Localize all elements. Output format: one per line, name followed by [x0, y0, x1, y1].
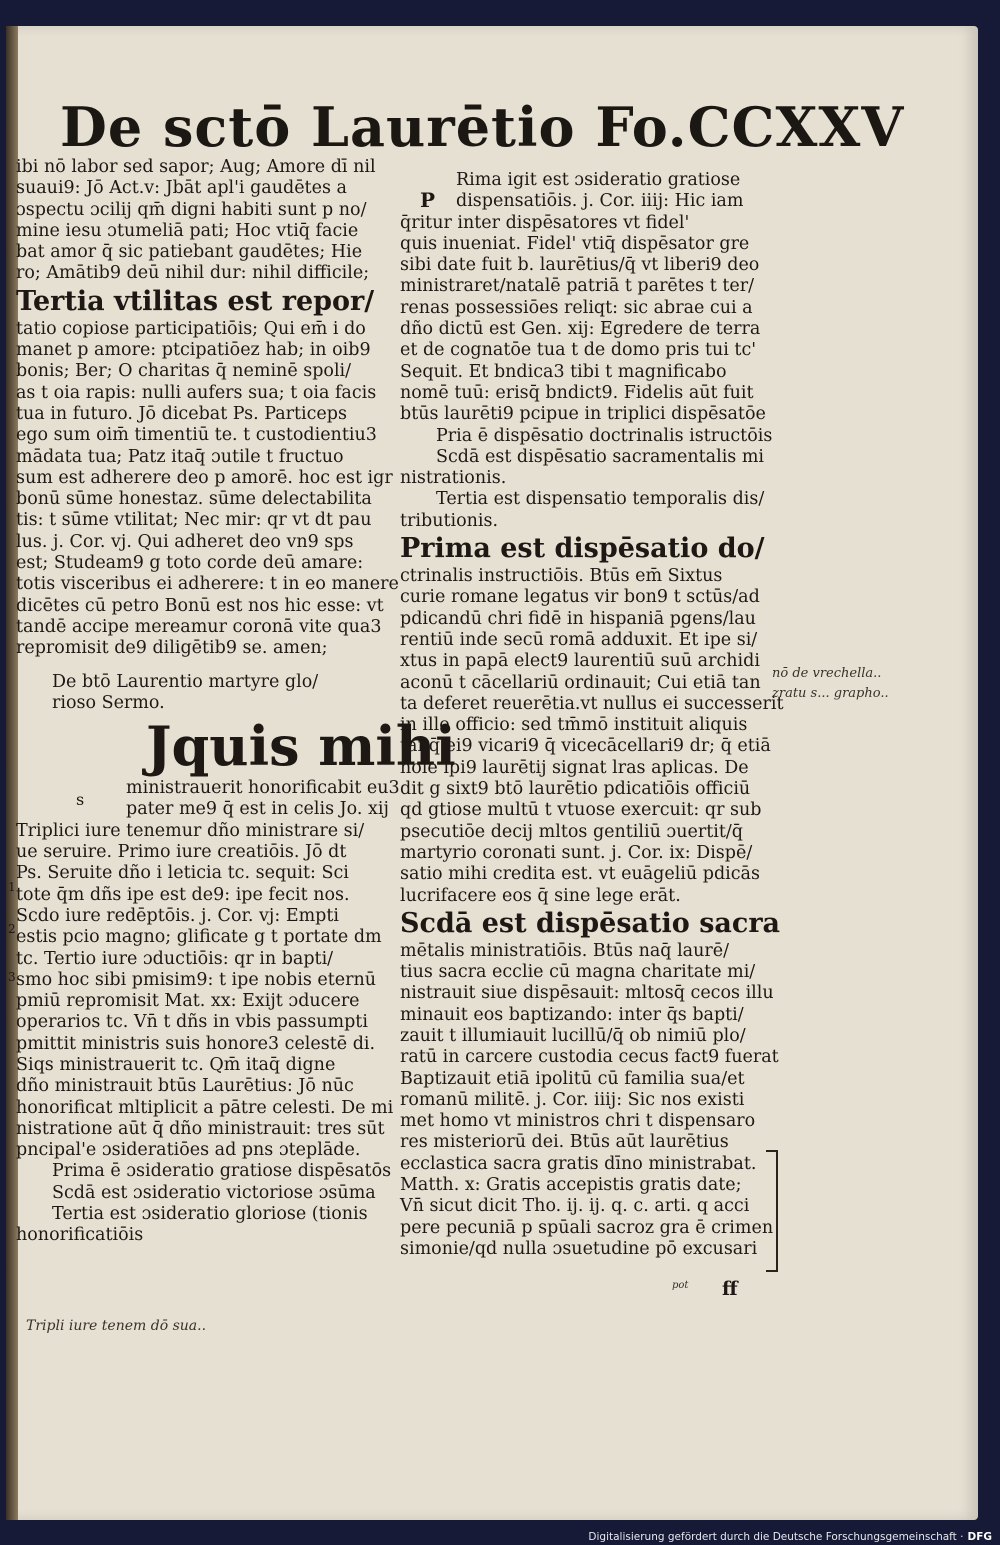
text-line: mētalis ministratiōis. Btūs naq̄ laurē/ [400, 940, 729, 961]
text-line: as t oia rapis: nulli aufers sua; t oia facis [16, 382, 377, 403]
text-line: manet p amore: ptcipatiōez hab; in oib9 [16, 340, 371, 361]
text-line: renas possessiōes reliqt: sic abrae cui a [400, 297, 753, 318]
text-line: simonie/qd nulla ɔsuetudine pō excusari [400, 1238, 758, 1259]
text-line: sibi date fuit b. laurētius/q̄ vt liberi9 deo [400, 255, 760, 276]
text-line: Prima ē ɔsideratio gratiose dispēsatōs [52, 1161, 392, 1182]
text-line: dño ministrauit btūs Laurētius: Jō nūc [16, 1076, 354, 1097]
text-line: tandē accipe mereamur coronā vite qua3 [16, 616, 382, 637]
digitization-footer [588, 1531, 992, 1543]
text-line: dit g sixt9 btō laurētio pdicatiōis officiū [400, 779, 751, 800]
text-line: totis visceribus ei adherere: t in eo manere [16, 574, 399, 595]
text-line: nomē tuū: erisq̄ bndict9. Fidelis aūt fuit [400, 382, 754, 403]
text-line: zauit t illumiauit lucillū/q̄ ob nimiū plo/ [400, 1025, 746, 1046]
section-heading-line: Prima est dispēsatio do/ [400, 533, 765, 565]
text-line: bat amor q̄ sic patiebant gaudētes; Hie [16, 242, 363, 263]
text-line: Sequit. Et bndica3 tibi t magnificabo [400, 361, 727, 382]
text-line: ctrinalis instructiōis. Btūs em̄ Sixtus [400, 566, 723, 587]
signature-mark: ff [722, 1278, 738, 1300]
text-line: rentiū inde secū romā adduxit. Et ipe si/ [400, 629, 758, 650]
text-line: minauit eos baptizando: inter q̄s bapti/ [400, 1004, 744, 1025]
footer-text: Digitalisierung gefördert durch die Deutsche Forschungsgemeinschaft · [588, 1531, 964, 1543]
text-line: ministrauerit honorificabit eu3 [126, 778, 400, 799]
text-line: Vn̄ sicut dicit Tho. ij. ij. q. c. arti. q acci [400, 1196, 750, 1217]
text-line: pater me9 q̄ est in celis Jo. xij [126, 799, 389, 820]
text-line: ratū in carcere custodia cecus fact9 fuerat [400, 1047, 779, 1068]
margin-number-3: 3 [8, 970, 16, 984]
initial-letter-s: s [76, 790, 85, 809]
text-line: lucrifacere eos q̄ sine lege erāt. [400, 885, 681, 906]
text-line: res misteriorū dei. Btūs aūt laurētius [400, 1132, 729, 1153]
margin-number-2: 2 [8, 922, 16, 936]
margin-bracket [766, 1150, 778, 1272]
text-line: bonis; Ber; O charitas q̄ neminē spoli/ [16, 361, 352, 382]
text-line: q̄ritur inter dispēsatores vt fidel' [400, 212, 690, 233]
text-line: met homo vt ministros chri t dispensaro [400, 1111, 756, 1132]
text-line: tanq̄ ei9 vicari9 q̄ vicecācellari9 dr; q̄ etiā [400, 736, 771, 757]
margin-number-1: 1 [8, 880, 16, 894]
text-line: nistrauit siue dispēsauit: mltosq̄ cecos illu [400, 983, 774, 1004]
text-line: bonū sūme honestaz. sūme delectabilita [16, 489, 372, 510]
section-heading-line: Scdā est dispēsatio sacra [400, 907, 781, 939]
text-line: ego sum oim̄ timentiū te. t custodientiu3 [16, 425, 377, 446]
text-line: Ps. Seruite dño i leticia tc. sequit: Sci [16, 863, 349, 884]
text-line: Triplici iure tenemur dño ministrare si/ [16, 820, 365, 841]
text-line: Rima igit est ɔsideratio gratiose [456, 170, 741, 190]
text-line: honorificatiōis [16, 1225, 144, 1246]
text-line: honorificat mltiplicit a pātre celesti. De mi [16, 1097, 394, 1118]
text-line: psecutiōe decij mltos gentiliū ɔuertit/q̄ [400, 821, 743, 842]
text-line: romanū militē. j. Cor. iiij: Sic nos existi [400, 1089, 745, 1110]
text-line: martyrio coronati sunt. j. Cor. ix: Dispē/ [400, 842, 753, 863]
text-line: ro; Amātib9 deū nihil dur: nihil difficile; [16, 263, 370, 284]
text-line: Siqs ministrauerit tc. Qm̄ itaq̄ digne [16, 1054, 336, 1075]
text-line: pncipal'e ɔsideratiōes ad pns ɔteplāde. [16, 1140, 361, 1161]
text-line: tributionis. [400, 510, 499, 531]
section-heading-line: Tertia vtilitas est repor/ [16, 285, 375, 317]
text-line: pdicandū chri fidē in hispaniā pgens/lau [400, 608, 756, 629]
sermon-title-line: De btō Laurentio martyre glo/ [52, 671, 319, 692]
text-line: tote q̄m dñs ipe est de9: ipe fecit nos. [16, 884, 350, 905]
text-line: dño dictū est Gen. xij: Egredere de terra [400, 319, 761, 340]
text-line: Tertia est dispensatio temporalis dis/ [436, 489, 765, 510]
text-line: smo hoc sibi pmisim9: t ipe nobis eternū [16, 969, 377, 990]
text-line: ministraret/natalē patriā t parētes t ter/ [400, 276, 754, 297]
margin-note-bottom: Tripli iure tenem dō sua.. [26, 1318, 207, 1334]
text-line: tis: t sūme vtilitat; Nec mir: qr vt dt pau [16, 510, 372, 531]
page-header-title: De sctō Laurētio Fo.CCXXV [60, 95, 905, 159]
text-line: tua in futuro. Jō dicebat Ps. Particeps [16, 403, 347, 424]
text-line: ɔspectu ɔcilij qm̄ digni habiti sunt p no/ [16, 199, 367, 220]
decorated-initial-heading: Jquis mihi [146, 714, 456, 779]
text-line: curie romane legatus vir bon9 t sctūs/ad [400, 587, 760, 608]
text-line: operarios tc. Vn̄ t dñs in vbis passumpti [16, 1012, 368, 1033]
text-line: ta deferet reuerētia.vt nullus ei successerit [400, 693, 784, 714]
text-line: ue seruire. Primo iure creatiōis. Jō dt [16, 842, 347, 863]
text-line: dicētes cū petro Bonū est nos hic esse: vt [16, 595, 384, 616]
text-line: noie ipi9 laurētij signat lras aplicas. De [400, 757, 749, 778]
margin-note-small: pot [672, 1280, 689, 1291]
text-line: Scdā est ɔsideratio victoriose ɔsūma [52, 1182, 376, 1203]
text-line: tc. Tertio iure ɔductiōis: qr in bapti/ [16, 948, 334, 969]
text-line: in illo officio: sed tm̄mō instituit aliquis [400, 715, 748, 736]
text-line: repromisit de9 diligētib9 se. amen; [16, 638, 328, 659]
text-line: est; Studeam9 g toto corde deū amare: [16, 553, 364, 574]
text-line: btūs laurēti9 pcipue in triplici dispēsatōe [400, 404, 766, 425]
text-line: tatio copiose participatiōis; Qui em̄ i do [16, 318, 366, 339]
dfg-logo: DFG [967, 1531, 992, 1543]
text-line: pere pecuniā p spūali sacroz gra ē crimen [400, 1217, 774, 1238]
text-line: xtus in papā elect9 laurentiū suū archidi [400, 651, 760, 672]
text-line: nistrationis. [400, 468, 507, 489]
sermon-title-line: rioso Sermo. [52, 692, 165, 713]
text-line: ecclastica sacra gratis dīno ministrabat. [400, 1153, 757, 1174]
right-text-column [400, 170, 784, 1260]
text-line: Pria ē dispēsatio doctrinalis istructōis [436, 425, 773, 446]
text-line: dispensatiōis. j. Cor. iiij: Hic iam [456, 191, 744, 212]
text-line: ibi nō labor sed sapor; Aug; Amore dī nil [16, 157, 376, 177]
text-line: Scdo iure redēptōis. j. Cor. vj: Empti [16, 905, 340, 926]
text-line: pmiū repromisit Mat. xx: Exijt ɔducere [16, 991, 360, 1012]
text-line: aconū t cācellariū ordinauit; Cui etiā tan [400, 672, 761, 693]
text-line: tius sacra ecclie cū magna charitate mi/ [400, 962, 756, 983]
margin-note-right-top: nō de vrechella.. [772, 666, 882, 681]
text-line: nistratione aūt q̄ dño ministrauit: tres sūt [16, 1118, 385, 1139]
margin-note-right-bottom: zratu s... grapho.. [772, 686, 889, 701]
text-line: satio mihi credita est. vt euāgeliū pdicās [400, 864, 760, 885]
text-line: pmittit ministris suis honore3 celestē di. [16, 1033, 376, 1054]
text-line: Tertia est ɔsideratio gloriose (tionis [52, 1204, 368, 1225]
text-line: Baptizauit etiā ipolitū cū familia sua/et [400, 1068, 745, 1089]
text-line: lus. j. Cor. vj. Qui adheret deo vn9 sps [16, 531, 354, 552]
text-line: qd gtiose multū t vtuose exercuit: qr sub [400, 800, 762, 821]
text-line: suaui9: Jō Act.v: Jbāt apl'i gaudētes a [16, 178, 347, 199]
text-line: mine iesu ɔtumeliā pati; Hoc vtiq̄ facie [16, 220, 359, 241]
text-line: quis inueniat. Fidel' vtiq̄ dispēsator gre [400, 233, 750, 254]
text-line: Scdā est dispēsatio sacramentalis mi [436, 446, 765, 467]
text-line: estis pcio magno; glificate g t portate dm [16, 927, 382, 948]
initial-letter-p: P [420, 188, 436, 212]
text-line: Matth. x: Gratis accepistis gratis date; [400, 1175, 742, 1196]
text-line: sum est adherere deo p amorē. hoc est igr [16, 467, 393, 488]
text-line: mādata tua; Patz itaq̄ ɔutile t fructuo [16, 446, 344, 467]
text-line: et de cognatōe tua t de domo pris tui tc' [400, 340, 757, 361]
